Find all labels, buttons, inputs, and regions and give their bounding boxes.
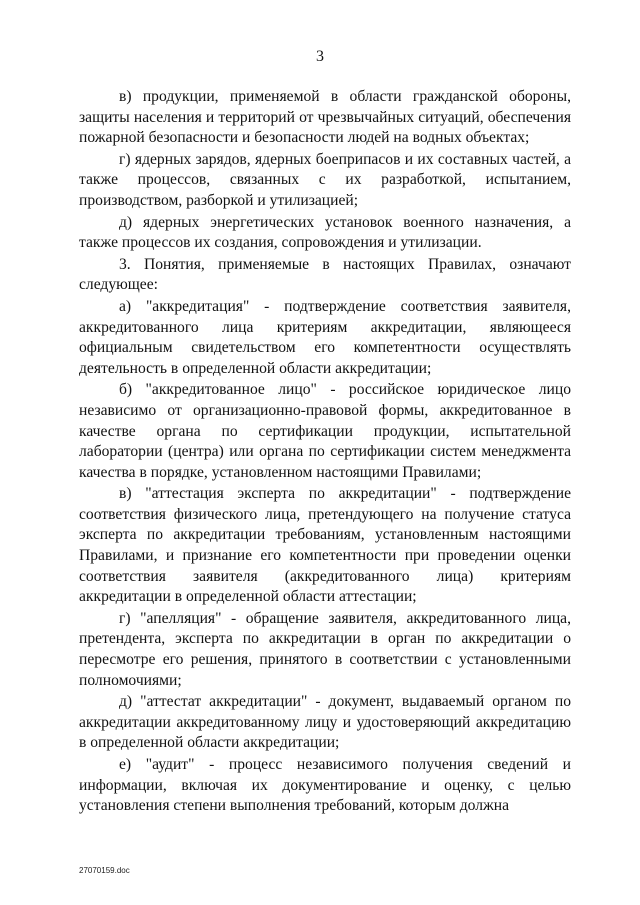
paragraph-item-v-civil-defense: в) продукции, применяемой в области гражданской обороны, защиты населения и территорий от чрезвычайных ситуаций, обеспечения пожарной безопасности и безопасности людей на водных объектах; (79, 88, 571, 147)
document-body (79, 87, 571, 817)
footer-filename: 27070159.doc (79, 866, 130, 875)
paragraph-definition-appeal: г) "апелляция" - обращение заявителя, аккредитованного лица, претендента, эксперта по аккредитации в орган по аккредитации о пересмотре его решения, принятого в соответствии с установленными полномочиями; (79, 609, 571, 689)
paragraph-definition-expert-attestation: в) "аттестация эксперта по аккредитации" - подтверждение соответствия физического лица, претендующего на получение статуса эксперта по аккредитации требованиям, установленным настоящими Правилами, и признание его компетентности при проведении оценки соответствия заявителя (аккредитованного лица) критериям аккредитации в определенной области аттестации; (79, 485, 571, 606)
paragraph-definition-audit: е) "аудит" - процесс независимого получения сведений и информации, включая их документирование и оценку, с целью установления степени выполнения требований, которым должна (79, 756, 571, 815)
paragraph-definition-accreditation-certificate: д) "аттестат аккредитации" - документ, выдаваемый органом по аккредитации аккредитованному лицу и удостоверяющий аккредитацию в определенной области аккредитации; (79, 693, 571, 752)
paragraph-definition-accreditation: а) "аккредитация" - подтверждение соответствия заявителя, аккредитованного лица критериям аккредитации, являющееся официальным свидетельством его компетентности осуществлять деятельность в определенной области аккредитации; (79, 297, 571, 377)
paragraph-section-3-definitions: 3. Понятия, применяемые в настоящих Правилах, означают следующее: (79, 255, 571, 294)
paragraph-definition-accredited-person: б) "аккредитованное лицо" - российское юридическое лицо независимо от организационно-правовой формы, аккредитованное в качестве органа по сертификации продукции, испытательной лаборатории (центра) или органа по сертификации систем менеджмента качества в порядке, установленном настоящими Правилами; (79, 381, 571, 481)
paragraph-item-d-nuclear-installations: д) ядерных энергетических установок военного назначения, а также процессов их создания, сопровождения и утилизации. (79, 213, 571, 252)
page-number: 3 (316, 48, 324, 65)
paragraph-item-g-nuclear-charges: г) ядерных зарядов, ядерных боеприпасов и их составных частей, а также процессов, связанных с их разработкой, испытанием, производством, разборкой и утилизацией; (79, 150, 571, 209)
